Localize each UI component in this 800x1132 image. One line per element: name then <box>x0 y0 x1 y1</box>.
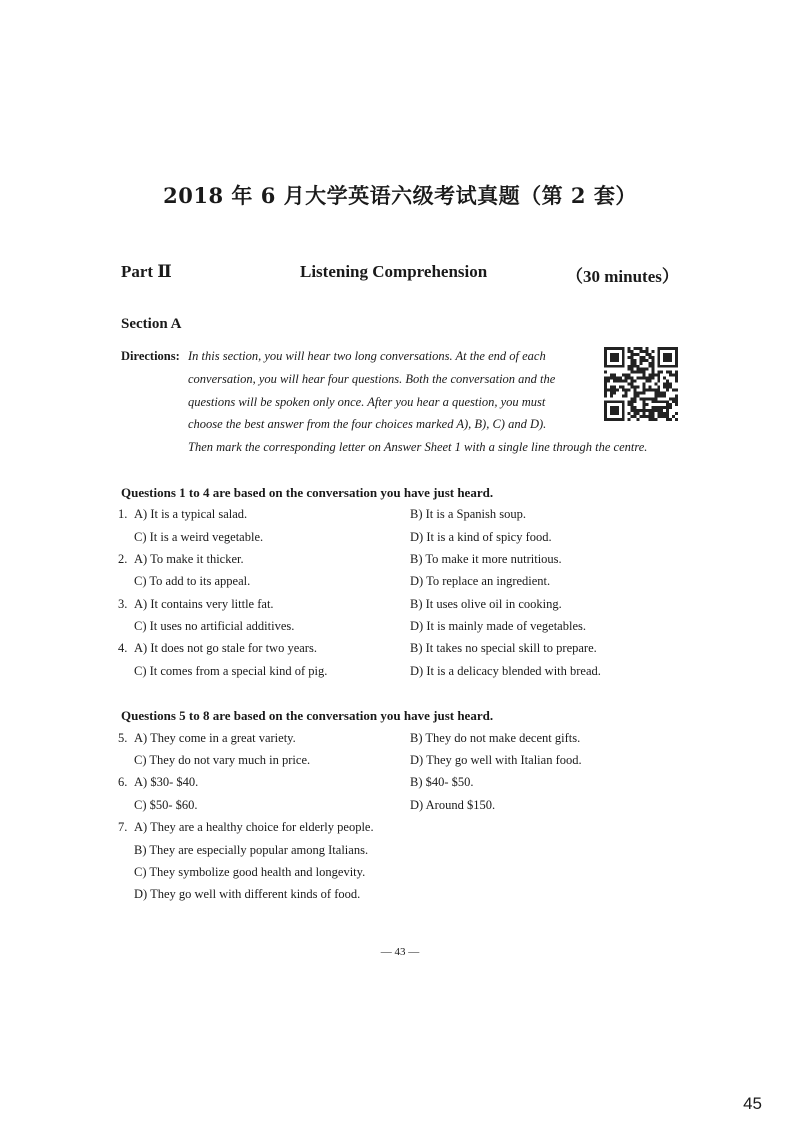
q7-option-c: C) They symbolize good health and longevity. <box>134 865 366 879</box>
q3-option-b: B) It uses olive oil in cooking. <box>410 597 562 611</box>
directions-line-1: In this section, you will hear two long conversations. At the end of each <box>188 349 546 363</box>
q2-option-a: A) To make it thicker. <box>134 552 244 566</box>
question-number: 6. <box>118 775 128 789</box>
question-number: 1. <box>118 507 128 521</box>
q6-option-c: C) $50- $60. <box>134 798 198 812</box>
q6-option-a: A) $30- $40. <box>134 775 199 789</box>
q3-option-d: D) It is mainly made of vegetables. <box>410 619 586 633</box>
directions-label: Directions: <box>121 349 180 363</box>
q4-option-b: B) It takes no special skill to prepare. <box>410 641 597 655</box>
page-title: 2018 年 6 月大学英语六级考试真题（第 2 套） <box>163 183 637 208</box>
question-number: 2. <box>118 552 128 566</box>
directions-line-4: choose the best answer from the four choices marked A), B), C) and D). <box>188 417 547 431</box>
q1-option-b: B) It is a Spanish soup. <box>410 507 526 521</box>
q3-option-c: C) It uses no artificial additives. <box>134 619 295 633</box>
q2-option-d: D) To replace an ingredient. <box>410 574 551 588</box>
q7-option-b: B) They are especially popular among Italians. <box>134 843 369 857</box>
question-number: 3. <box>118 597 128 611</box>
q1-option-a: A) It is a typical salad. <box>134 507 248 521</box>
q2-option-c: C) To add to its appeal. <box>134 574 251 588</box>
directions-line-2: conversation, you will hear four questions. Both the conversation and the <box>188 372 556 386</box>
directions-line-5: Then mark the corresponding letter on Answer Sheet 1 with a single line through the centre. <box>188 440 648 454</box>
section-heading: Section A <box>121 316 182 332</box>
qr-code-icon <box>604 347 678 421</box>
q5-option-a: A) They come in a great variety. <box>134 731 296 745</box>
questions-5-8-heading: Questions 5 to 8 are based on the conversation you have just heard. <box>121 708 494 723</box>
q3-option-a: A) It contains very little fat. <box>134 597 274 611</box>
part-name: Listening Comprehension <box>300 262 488 281</box>
q7-option-a: A) They are a healthy choice for elderly people. <box>134 820 374 834</box>
page-footer: — 43 — <box>380 946 420 958</box>
q1-option-d: D) It is a kind of spicy food. <box>410 530 552 544</box>
question-number: 7. <box>118 820 128 834</box>
questions-1-4-heading: Questions 1 to 4 are based on the conversation you have just heard. <box>121 485 494 500</box>
part-label: Part Ⅱ <box>121 262 172 281</box>
part-time: （30 minutes） <box>566 267 679 286</box>
q5-option-d: D) They go well with Italian food. <box>410 753 582 767</box>
q6-option-d: D) Around $150. <box>410 798 496 812</box>
q2-option-b: B) To make it more nutritious. <box>410 552 562 566</box>
question-number: 5. <box>118 731 128 745</box>
q5-option-b: B) They do not make decent gifts. <box>410 731 581 745</box>
q4-option-c: C) It comes from a special kind of pig. <box>134 664 328 678</box>
q6-option-b: B) $40- $50. <box>410 775 474 789</box>
question-number: 4. <box>118 641 128 655</box>
q7-option-d: D) They go well with different kinds of food. <box>134 887 361 901</box>
q4-option-a: A) It does not go stale for two years. <box>134 641 317 655</box>
q5-option-c: C) They do not vary much in price. <box>134 753 311 767</box>
q4-option-d: D) It is a delicacy blended with bread. <box>410 664 601 678</box>
page-number: 45 <box>743 1094 762 1113</box>
q1-option-c: C) It is a weird vegetable. <box>134 530 264 544</box>
directions-line-3: questions will be spoken only once. After you hear a question, you must <box>188 395 546 409</box>
